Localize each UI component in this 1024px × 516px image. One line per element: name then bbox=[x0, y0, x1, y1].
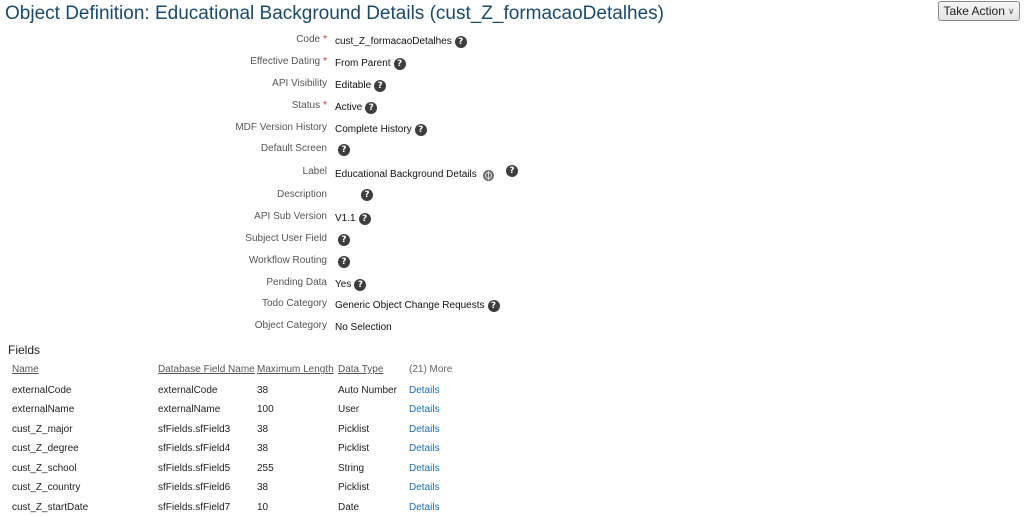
field-data-type: Picklist bbox=[338, 443, 370, 454]
details-link[interactable]: Details bbox=[409, 385, 440, 396]
property-value bbox=[335, 144, 350, 156]
question-circle-icon[interactable]: ? bbox=[506, 165, 518, 177]
question-circle-icon[interactable]: ? bbox=[359, 213, 371, 225]
property-api-sub-version bbox=[0, 210, 700, 230]
column-header-name[interactable]: Name bbox=[12, 364, 39, 375]
fields-section-title: Fields bbox=[8, 343, 41, 357]
field-db-name: externalName bbox=[158, 404, 221, 415]
required-marker: * bbox=[323, 34, 327, 45]
field-data-type: User bbox=[338, 404, 360, 415]
property-label: Pending Data bbox=[266, 277, 327, 288]
field-db-name: sfFields.sfField3 bbox=[158, 424, 231, 435]
property-value bbox=[335, 234, 350, 246]
required-marker: * bbox=[323, 56, 327, 67]
field-max-length: 38 bbox=[257, 482, 269, 493]
chevron-down-icon: ∨ bbox=[1007, 5, 1015, 16]
column-header-max-length[interactable]: Maximum Length bbox=[257, 364, 334, 375]
question-circle-icon[interactable]: ? bbox=[394, 58, 406, 70]
question-circle-icon[interactable]: ? bbox=[338, 256, 350, 268]
field-name: cust_Z_school bbox=[12, 463, 77, 474]
table-row bbox=[0, 402, 500, 421]
field-max-length: 38 bbox=[257, 385, 269, 396]
property-label: API Visibility bbox=[272, 78, 327, 89]
question-circle-icon[interactable]: ? bbox=[338, 144, 350, 156]
property-workflow-routing bbox=[0, 254, 700, 274]
field-name: externalCode bbox=[12, 385, 72, 396]
property-label: Code * bbox=[296, 34, 327, 45]
field-data-type: Date bbox=[338, 502, 360, 513]
property-label: Subject User Field bbox=[245, 233, 327, 244]
field-max-length: 38 bbox=[257, 424, 269, 435]
details-link[interactable]: Details bbox=[409, 424, 440, 435]
property-value: Active ? bbox=[335, 101, 377, 115]
property-label: Status * bbox=[291, 100, 327, 111]
details-link[interactable]: Details bbox=[409, 443, 440, 454]
question-circle-icon[interactable]: ? bbox=[488, 300, 500, 312]
property-object-category bbox=[0, 319, 700, 339]
property-label: API Sub Version bbox=[254, 211, 327, 222]
table-header-row bbox=[0, 362, 500, 381]
property-value: Generic Object Change Requests ? bbox=[335, 299, 500, 313]
field-db-name: sfFields.sfField7 bbox=[158, 502, 231, 513]
question-circle-icon[interactable]: ? bbox=[361, 189, 373, 201]
property-description bbox=[0, 188, 700, 208]
table-row bbox=[0, 500, 500, 516]
column-header-db-field[interactable]: Database Field Name bbox=[158, 364, 255, 375]
property-code bbox=[0, 33, 700, 53]
property-value: From Parent ? bbox=[335, 57, 406, 71]
take-action-label: Take Action bbox=[943, 4, 1005, 18]
property-label: MDF Version History bbox=[235, 122, 327, 133]
property-label: Effective Dating * bbox=[250, 56, 327, 67]
column-header-more[interactable]: (21) More bbox=[409, 364, 453, 375]
property-default-screen bbox=[0, 142, 700, 162]
field-db-name: sfFields.sfField6 bbox=[158, 482, 231, 493]
field-name: cust_Z_country bbox=[12, 482, 81, 493]
field-data-type: Picklist bbox=[338, 424, 370, 435]
required-marker: * bbox=[323, 100, 327, 111]
property-effective-dating bbox=[0, 55, 700, 75]
table-row bbox=[0, 383, 500, 402]
property-subject-user-field bbox=[0, 232, 700, 252]
take-action-button[interactable] bbox=[938, 1, 1020, 21]
property-value bbox=[335, 256, 350, 268]
details-link[interactable]: Details bbox=[409, 404, 440, 415]
details-link[interactable]: Details bbox=[409, 502, 440, 513]
property-label: Workflow Routing bbox=[248, 255, 327, 266]
field-data-type: Auto Number bbox=[338, 385, 397, 396]
page-title: Object Definition: Educational Background Details (cust_Z_formacaoDetalhes) bbox=[5, 3, 664, 24]
question-circle-icon[interactable]: ? bbox=[354, 279, 366, 291]
question-circle-icon[interactable]: ? bbox=[365, 102, 377, 114]
property-value: Complete History ? bbox=[335, 123, 427, 137]
field-db-name: sfFields.sfField5 bbox=[158, 463, 231, 474]
field-db-name: externalCode bbox=[158, 385, 218, 396]
field-max-length: 100 bbox=[257, 404, 274, 415]
question-circle-icon[interactable]: ? bbox=[338, 234, 350, 246]
property-label: Object Category bbox=[254, 320, 327, 331]
question-circle-icon[interactable]: ? bbox=[455, 36, 467, 48]
table-row bbox=[0, 422, 500, 441]
property-value: Educational Background Details bbox=[335, 168, 494, 182]
property-value: No Selection bbox=[335, 322, 392, 333]
question-circle-icon[interactable]: ? bbox=[415, 124, 427, 136]
property-value: cust_Z_formacaoDetalhes ? bbox=[335, 35, 467, 49]
question-circle-icon[interactable]: ? bbox=[374, 80, 386, 92]
field-max-length: 38 bbox=[257, 443, 269, 454]
column-header-data-type[interactable]: Data Type bbox=[338, 364, 384, 375]
table-row bbox=[0, 441, 500, 460]
details-link[interactable]: Details bbox=[409, 482, 440, 493]
property-value: V1.1 ? bbox=[335, 212, 371, 226]
field-name: cust_Z_major bbox=[12, 424, 73, 435]
table-row bbox=[0, 480, 500, 499]
table-row bbox=[0, 461, 500, 480]
field-name: externalName bbox=[12, 404, 75, 415]
property-pending-data bbox=[0, 276, 700, 296]
field-name: cust_Z_degree bbox=[12, 443, 79, 454]
property-value: Yes ? bbox=[335, 278, 366, 292]
field-name: cust_Z_startDate bbox=[12, 502, 89, 513]
field-data-type: Picklist bbox=[338, 482, 370, 493]
property-label: Default Screen bbox=[260, 143, 327, 154]
field-max-length: 10 bbox=[257, 502, 269, 513]
property-label: Todo Category bbox=[261, 298, 327, 309]
property-label: Label bbox=[302, 166, 327, 177]
property-todo-category bbox=[0, 297, 700, 317]
field-max-length: 255 bbox=[257, 463, 274, 474]
property-label-row bbox=[0, 165, 700, 185]
property-api-visibility bbox=[0, 77, 700, 97]
property-value: Editable ? bbox=[335, 79, 386, 93]
property-mdf-version-history bbox=[0, 121, 700, 141]
globe-icon[interactable] bbox=[483, 170, 494, 181]
details-link[interactable]: Details bbox=[409, 463, 440, 474]
property-status bbox=[0, 99, 700, 119]
field-data-type: String bbox=[338, 463, 365, 474]
field-db-name: sfFields.sfField4 bbox=[158, 443, 231, 454]
property-label: Description bbox=[276, 189, 327, 200]
